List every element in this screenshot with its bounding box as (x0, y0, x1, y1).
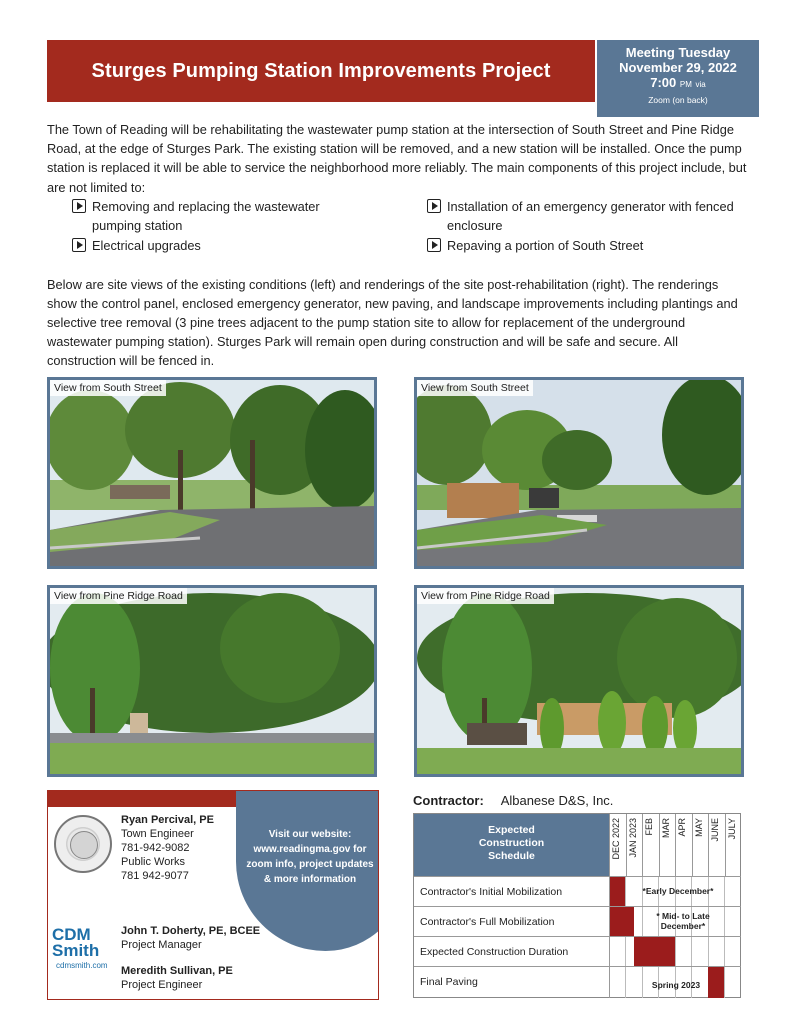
page-title: Sturges Pumping Station Improvements Project (91, 59, 551, 82)
south-render-illustration (417, 380, 741, 566)
gantt-bar-initial (610, 877, 625, 906)
month-label: JAN 2023 (627, 818, 638, 858)
meeting-pm: PM (679, 80, 692, 89)
site-views-paragraph: Below are site views of the existing conditions (left) and renderings of the site post-rehabilitation (right). The renderings show the control panel, enclosed emergency generator, new paving, and landscape improvements including plantings and selective tree removal (3 pine trees adjacent to the pump station site to allow for replacement of the underground wastewater pumping station). Sturges Park will remain open during construction and will be safe and secure. All construction will be fenced in. (47, 277, 738, 368)
schedule-note: Spring 2023 (651, 980, 701, 990)
table-row (414, 936, 609, 966)
month-header (725, 814, 741, 876)
month-header (675, 814, 691, 876)
month-header (609, 814, 625, 876)
meeting-time: 7:00 (650, 75, 677, 90)
logo-line: CDM (52, 925, 91, 944)
heading-line: Expected (488, 824, 535, 836)
photo-south-render (414, 377, 744, 569)
play-bullet-icon (72, 238, 86, 252)
town-seal-icon (54, 815, 112, 873)
meeting-time-line (597, 75, 759, 92)
contractor-name: Albanese D&S, Inc. (500, 793, 614, 808)
task-label: Expected Construction Duration (420, 945, 569, 958)
schedule-note: *Early December* (642, 886, 714, 896)
task-label: Final Paving (420, 975, 478, 988)
logo-line: Smith (52, 941, 100, 960)
website-link[interactable]: www.readingma.gov for (253, 844, 367, 855)
gantt-bar-paving (708, 967, 724, 998)
play-bullet-icon (427, 238, 441, 252)
contact-meredith (121, 964, 233, 992)
gantt-bar-duration (634, 937, 675, 966)
month-label: JUNE (710, 818, 720, 842)
task-label: Contractor's Initial Mobilization (420, 885, 563, 898)
contact-dept-phone: 781 942-9077 (121, 870, 189, 882)
schedule-note (638, 911, 728, 931)
month-header (692, 814, 708, 876)
intro-paragraph: The Town of Reading will be rehabilitating the wastewater pump station at the intersection of South Street and Pine Ridge Road, at the edge of Sturges Park. The existing station will be removed, and a new station will be installed. Once the pump station is replaced it will be able to service the neighborhood more reliably. The main components of this project include, but are not limited to: (47, 122, 747, 195)
schedule-heading (414, 814, 609, 876)
contact-phone: 781-942-9082 (121, 842, 190, 854)
month-header (659, 814, 675, 876)
month-label: APR (677, 818, 687, 837)
meeting-via: via (695, 80, 706, 89)
table-row (414, 876, 609, 906)
heading-line: Construction (478, 837, 545, 849)
contact-john (121, 924, 260, 952)
website-line: zoom info, project updates (246, 859, 374, 870)
photo-caption: View from South Street (50, 380, 166, 396)
list-item (427, 236, 643, 255)
table-row (414, 966, 609, 996)
month-label: MAY (693, 818, 704, 837)
contact-dept: Public Works (121, 856, 185, 868)
website-line: Visit our website: (268, 829, 352, 840)
photo-pine-render (414, 585, 744, 777)
heading-line: Schedule (488, 850, 535, 862)
component-text: Installation of an emergency generator with fenced enclosure (447, 199, 734, 234)
contact-title: Project Manager (121, 939, 202, 951)
website-info (240, 827, 379, 887)
contact-name: Meredith Sullivan, PE (121, 965, 233, 977)
note-line: * Mid- to Late (656, 911, 710, 921)
row-divider (609, 876, 741, 877)
play-bullet-icon (72, 199, 86, 213)
month-header (626, 814, 642, 876)
gantt-bar-full (610, 907, 634, 936)
task-label: Contractor's Full Mobilization (420, 915, 555, 928)
photo-caption: View from Pine Ridge Road (50, 588, 187, 604)
contact-ryan (121, 813, 214, 883)
meeting-info-box (597, 40, 759, 117)
month-header (642, 814, 658, 876)
photo-pine-existing (47, 585, 377, 777)
contact-title: Town Engineer (121, 828, 194, 840)
title-banner (47, 40, 595, 102)
pine-render-illustration (417, 588, 741, 774)
south-existing-illustration (50, 380, 374, 566)
contractor-line (413, 793, 613, 808)
list-item (72, 197, 362, 235)
meeting-zoom: Zoom (on back) (648, 95, 708, 105)
play-bullet-icon (427, 199, 441, 213)
contact-name: John T. Doherty, PE, BCEE (121, 925, 261, 937)
contact-card (47, 790, 379, 1000)
month-label: JULY (726, 818, 737, 840)
note-line: December* (660, 921, 706, 931)
meeting-date: November 29, 2022 (619, 60, 737, 75)
component-text: Removing and replacing the wastewater pumping station (92, 199, 320, 234)
component-text: Repaving a portion of South Street (447, 238, 644, 253)
pine-existing-illustration (50, 588, 374, 774)
contact-title: Project Engineer (121, 979, 203, 991)
photo-caption: View from South Street (417, 380, 533, 396)
grid-line (625, 876, 626, 998)
list-item (427, 197, 737, 235)
month-label: DEC 2022 (611, 818, 621, 860)
construction-schedule (413, 813, 741, 998)
contact-name: Ryan Percival, PE (121, 814, 214, 826)
website-line: & more information (263, 874, 357, 885)
photo-caption: View from Pine Ridge Road (417, 588, 554, 604)
table-row (414, 906, 609, 936)
list-item (72, 236, 201, 255)
meeting-day: Meeting Tuesday (625, 45, 731, 60)
month-label: FEB (644, 818, 654, 836)
component-text: Electrical upgrades (92, 238, 201, 253)
cdm-smith-logo (52, 927, 99, 959)
month-header (708, 814, 724, 876)
cdm-url: cdmsmith.com (56, 961, 108, 970)
contractor-label: Contractor: (413, 793, 484, 808)
photo-south-existing (47, 377, 377, 569)
month-label: MAR (660, 818, 671, 838)
row-divider (609, 936, 741, 937)
